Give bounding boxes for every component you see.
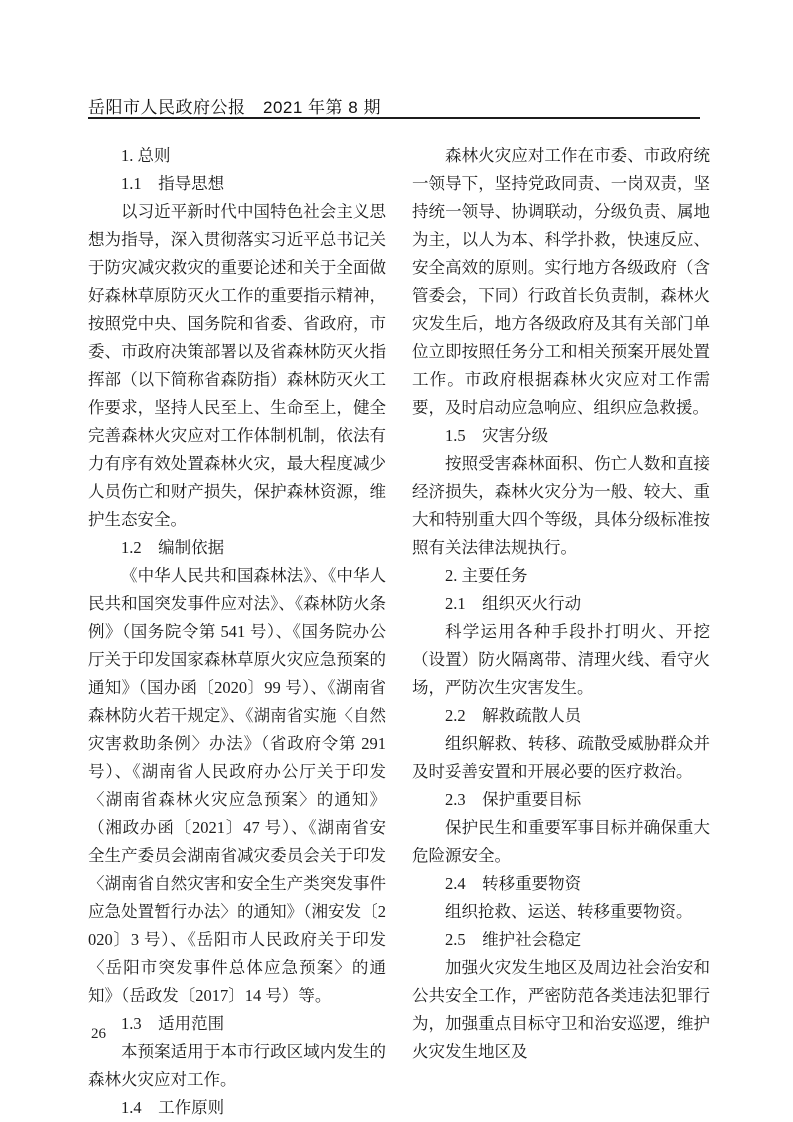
column-right	[412, 142, 710, 1122]
section-heading: 2.1 组织灭火行动	[445, 594, 582, 613]
section-heading: 1.4 工作原则	[121, 1098, 225, 1117]
paragraph: 按照受害森林面积、伤亡人数和直接经济损失，森林火灾分为一般、较大、重大和特别重大四个等级，具体分级标准按照有关法律法规执行。	[412, 454, 710, 557]
paragraph: 本预案适用于本市行政区域内发生的森林火灾应对工作。	[88, 1042, 386, 1089]
section-heading: 2.2 解救疏散人员	[445, 706, 582, 725]
section-heading: 1.2 编制依据	[121, 538, 225, 557]
document-body	[88, 142, 710, 1122]
paragraph: 科学运用各种手段扑打明火、开挖（设置）防火隔离带、清理火线、看守火场，严防次生灾害发生。	[412, 622, 710, 697]
header-rule	[88, 117, 700, 119]
column-left	[88, 142, 386, 1122]
page-number: 26	[91, 1026, 106, 1042]
section-heading: 1.3 适用范围	[121, 1014, 225, 1033]
section-heading: 2.3 保护重要目标	[445, 790, 582, 809]
paragraph: 保护民生和重要军事目标并确保重大危险源安全。	[412, 818, 710, 865]
paragraph: 组织抢救、运送、转移重要物资。	[445, 902, 693, 921]
section-heading: 2.5 维护社会稳定	[445, 930, 582, 949]
paragraph: 组织解救、转移、疏散受威胁群众并及时妥善安置和开展必要的医疗救治。	[412, 734, 710, 781]
section-heading: 1.1 指导思想	[121, 174, 225, 193]
section-heading: 1.5 灾害分级	[445, 426, 549, 445]
running-header-title: 岳阳市人民政府公报 2021 年第 8 期	[88, 98, 381, 117]
section-heading: 2. 主要任务	[445, 566, 528, 585]
section-heading: 2.4 转移重要物资	[445, 874, 582, 893]
paragraph: 森林火灾应对工作在市委、市政府统一领导下，坚持党政同责、一岗双责，坚持统一领导、协调联动，分级负责、属地为主，以人为本、科学扑救，快速反应、安全高效的原则。实行地方各级政府（含管委会，下同）行政首长负责制，森林火灾发生后，地方各级政府及其有关部门单位立即按照任务分工和相关预案开展处置工作。市政府根据森林火灾应对工作需要，及时启动应急响应、组织应急救援。	[412, 146, 710, 417]
paragraph: 以习近平新时代中国特色社会主义思想为指导，深入贯彻落实习近平总书记关于防灾减灾救灾的重要论述和关于全面做好森林草原防灭火工作的重要指示精神，按照党中央、国务院和省委、省政府，市委、市政府决策部署以及省森林防灭火指挥部（以下简称省森防指）森林防灭火工作要求，坚持人民至上、生命至上，健全完善森林火灾应对工作体制机制，依法有力有序有效处置森林火灾，最大程度减少人员伤亡和财产损失，保护森林资源，维护生态安全。	[88, 202, 386, 529]
paragraph: 《中华人民共和国森林法》、《中华人民共和国突发事件应对法》、《森林防火条例》（国务院令第 541 号）、《国务院办公厅关于印发国家森林草原火灾应急预案的通知》（国办函〔2020〕99 号）、《湖南省森林防火若干规定》、《湖南省实施〈自然灾害救助条例〉办法》（省政府令第 291 号）、《湖南省人民政府办公厅关于印发〈湖南省森林火灾应急预案〉的通知》（湘政办函〔2021〕47 号）、《湖南省安全生产委员会湖南省减灾委员会关于印发〈湖南省自然灾害和安全生产类突发事件应急处置暂行办法〉的通知》（湘安发〔2020〕3 号）、《岳阳市人民政府关于印发〈岳阳市突发事件总体应急预案〉的通知》（岳政发〔2017〕14 号）等。	[88, 566, 386, 1005]
paragraph: 加强火灾发生地区及周边社会治安和公共安全工作，严密防范各类违法犯罪行为，加强重点目标守卫和治安巡逻，维护火灾发生地区及	[412, 958, 710, 1061]
section-heading: 1. 总则	[121, 146, 171, 165]
